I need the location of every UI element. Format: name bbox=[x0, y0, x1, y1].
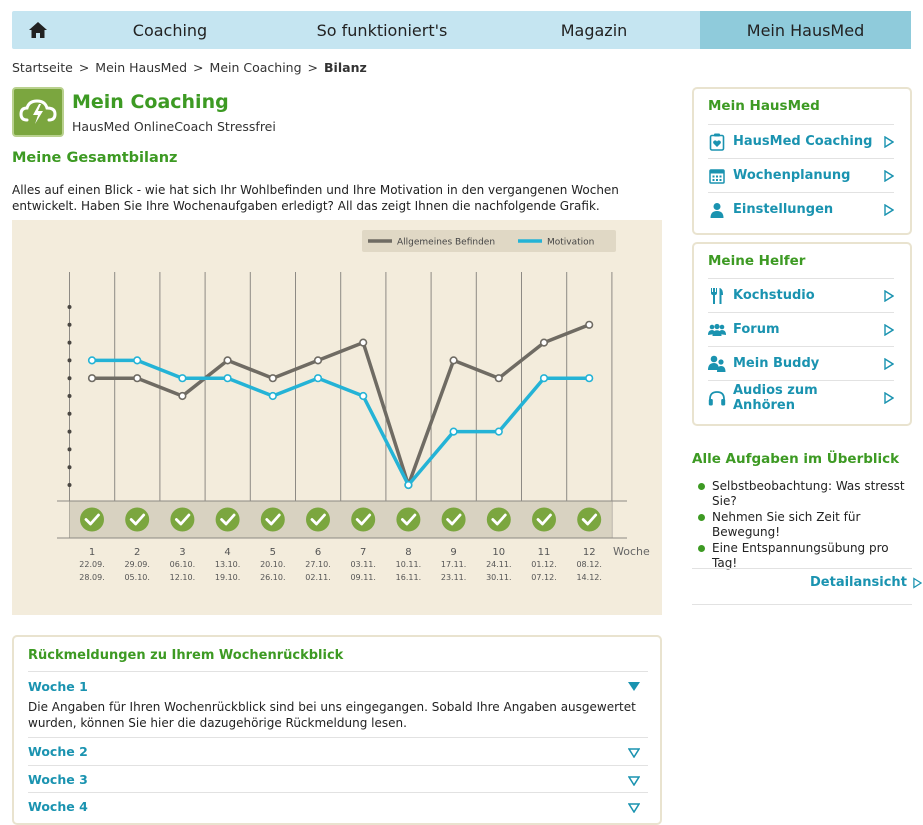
check-circle bbox=[351, 508, 375, 532]
x-tick-label: 10 bbox=[492, 547, 506, 558]
data-point bbox=[134, 357, 141, 364]
calendar-icon bbox=[708, 167, 726, 185]
check-circle bbox=[532, 508, 556, 532]
y-axis-tick bbox=[68, 465, 72, 469]
date-label: 06.10. bbox=[169, 560, 196, 569]
sidebar-item-label: HausMed Coaching bbox=[733, 134, 873, 149]
feedback-week-label: Woche 3 bbox=[28, 772, 88, 787]
date-label: 27.10. bbox=[305, 560, 331, 569]
feedback-week-label: Woche 1 bbox=[28, 679, 88, 694]
date-label: 30.11. bbox=[486, 573, 512, 582]
x-tick-label: 7 bbox=[360, 547, 367, 558]
y-axis-tick bbox=[68, 394, 72, 398]
data-point bbox=[450, 428, 457, 435]
date-label: 01.12. bbox=[531, 560, 557, 569]
task-list bbox=[698, 479, 913, 572]
data-point bbox=[134, 375, 141, 382]
y-axis-tick bbox=[68, 341, 72, 345]
sidebar-box-hausmed bbox=[692, 87, 912, 235]
breadcrumb bbox=[12, 60, 367, 75]
page-title: Mein Coaching bbox=[72, 91, 229, 113]
feedback-week-2-toggle[interactable] bbox=[28, 737, 648, 765]
sidebar-box-title: Meine Helfer bbox=[708, 253, 806, 269]
data-point bbox=[89, 375, 96, 382]
date-label: 26.10. bbox=[260, 573, 286, 582]
detail-link-label: Detailansicht bbox=[810, 575, 907, 590]
x-tick-label: 9 bbox=[450, 547, 457, 558]
date-label: 23.11. bbox=[440, 573, 467, 582]
breadcrumb-separator: > bbox=[78, 60, 90, 75]
arrow-right-icon bbox=[913, 577, 922, 589]
sidebar-item-audios[interactable] bbox=[708, 380, 894, 414]
data-point bbox=[315, 357, 322, 364]
check-circle bbox=[125, 508, 149, 532]
home-icon bbox=[28, 21, 48, 39]
data-point bbox=[270, 375, 277, 382]
x-tick-label: 1 bbox=[88, 547, 96, 558]
breadcrumb-link-mein-coaching[interactable]: Mein Coaching bbox=[209, 60, 302, 75]
data-point bbox=[496, 375, 503, 382]
x-tick-label: 3 bbox=[179, 547, 186, 558]
page-subtitle: HausMed OnlineCoach Stressfrei bbox=[72, 119, 276, 134]
x-tick-label: 4 bbox=[224, 547, 231, 558]
date-label: 07.12. bbox=[531, 573, 557, 582]
check-icon bbox=[306, 508, 330, 532]
x-tick-label: 5 bbox=[269, 547, 276, 558]
data-point bbox=[450, 357, 457, 364]
y-axis-tick bbox=[68, 430, 72, 434]
breadcrumb-separator: > bbox=[307, 60, 319, 75]
date-label: 14.12. bbox=[576, 573, 602, 582]
legend-label: Allgemeines Befinden bbox=[397, 237, 496, 248]
data-point bbox=[496, 428, 503, 435]
y-axis-tick bbox=[68, 376, 72, 380]
data-point bbox=[405, 482, 412, 489]
x-tick-label: 11 bbox=[537, 547, 551, 558]
buddy-icon bbox=[708, 355, 726, 373]
arrow-right-icon bbox=[884, 358, 894, 370]
date-label: 12.10. bbox=[169, 573, 196, 582]
date-label: 19.10. bbox=[214, 573, 241, 582]
check-icon bbox=[125, 508, 149, 532]
check-icon bbox=[396, 508, 420, 532]
tasks-title: Alle Aufgaben im Überblick bbox=[692, 451, 900, 467]
check-icon bbox=[216, 508, 240, 532]
y-axis-tick bbox=[68, 412, 72, 416]
bullet-icon bbox=[698, 514, 705, 521]
x-axis-label: Woche bbox=[613, 545, 650, 558]
data-point bbox=[315, 375, 322, 382]
date-label: 28.09. bbox=[79, 573, 105, 582]
sidebar-item-kochstudio[interactable] bbox=[708, 278, 894, 312]
breadcrumb-link-startseite[interactable]: Startseite bbox=[12, 60, 73, 75]
feedback-week-label: Woche 2 bbox=[28, 744, 88, 759]
sidebar-item-label: Einstellungen bbox=[733, 202, 834, 217]
section-title: Meine Gesamtbilanz bbox=[12, 150, 178, 166]
coaching-logo bbox=[12, 87, 64, 137]
y-axis-tick bbox=[68, 323, 72, 327]
clipboard-heart-icon bbox=[708, 133, 726, 151]
data-point bbox=[360, 339, 367, 346]
headphones-icon bbox=[708, 389, 726, 407]
y-axis-tick bbox=[68, 483, 72, 487]
y-axis-tick bbox=[68, 305, 72, 309]
x-tick-label: 12 bbox=[582, 547, 596, 558]
data-point bbox=[224, 357, 231, 364]
feedback-week-4-toggle[interactable] bbox=[28, 792, 648, 819]
data-point bbox=[270, 393, 277, 400]
check-icon bbox=[442, 508, 466, 532]
data-point bbox=[541, 339, 548, 346]
date-label: 24.11. bbox=[486, 560, 512, 569]
check-circle bbox=[577, 508, 601, 532]
cloud-lightning-icon bbox=[14, 89, 62, 135]
arrow-right-icon bbox=[884, 136, 894, 148]
check-circle bbox=[306, 508, 330, 532]
bullet-icon bbox=[698, 483, 705, 490]
date-label: 10.11. bbox=[395, 560, 422, 569]
arrow-right-icon bbox=[884, 324, 894, 336]
sidebar-item-label: Kochstudio bbox=[733, 288, 815, 303]
arrow-right-icon bbox=[884, 392, 894, 404]
sidebar-item-einstellungen[interactable] bbox=[708, 192, 894, 226]
task-text: Nehmen Sie sich Zeit für Bewegung! bbox=[712, 510, 861, 539]
section-intro: Alles auf einen Blick - wie hat sich Ihr Wohlbefinden und Ihre Motivation in den vergangenen Wochen entwickelt. Haben Sie Ihre Wochenaufgaben erledigt? All das zeigt Ihnen die nachfolgende Grafik. bbox=[12, 183, 619, 213]
check-icon bbox=[577, 508, 601, 532]
check-circle bbox=[80, 508, 104, 532]
divider bbox=[692, 604, 912, 605]
sidebar-item-hausmed-coaching[interactable] bbox=[708, 124, 894, 158]
balance-chart bbox=[12, 220, 662, 615]
feedback-week-label: Woche 4 bbox=[28, 799, 88, 814]
person-icon bbox=[708, 201, 726, 219]
date-label: 05.10. bbox=[124, 573, 150, 582]
arrow-right-icon bbox=[884, 170, 894, 182]
date-label: 17.11. bbox=[440, 560, 467, 569]
task-item bbox=[698, 479, 913, 509]
date-label: 16.11. bbox=[395, 573, 422, 582]
triangle-down-filled-icon bbox=[628, 682, 640, 692]
task-item bbox=[698, 541, 913, 571]
feedback-title: Rückmeldungen zu Ihrem Wochenrückblick bbox=[28, 648, 344, 663]
date-label: 08.12. bbox=[576, 560, 602, 569]
sidebar-item-label: Forum bbox=[733, 322, 780, 337]
nav-coaching[interactable]: Coaching bbox=[132, 20, 208, 40]
group-icon bbox=[708, 321, 726, 339]
x-tick-label: 8 bbox=[405, 547, 412, 558]
check-circle bbox=[170, 508, 194, 532]
triangle-down-icon bbox=[628, 748, 640, 758]
check-circle bbox=[396, 508, 420, 532]
data-point bbox=[541, 375, 548, 382]
divider bbox=[692, 568, 912, 569]
home-button[interactable] bbox=[12, 11, 64, 49]
data-point bbox=[586, 375, 593, 382]
check-icon bbox=[261, 508, 285, 532]
feedback-week-3-toggle[interactable] bbox=[28, 765, 648, 792]
nav-magazin[interactable]: Magazin bbox=[560, 20, 628, 40]
task-text: Eine Entspannungsübung pro Tag! bbox=[712, 541, 889, 570]
nav-mein-hausmed[interactable]: Mein HausMed bbox=[700, 11, 911, 49]
check-circle bbox=[487, 508, 511, 532]
bullet-icon bbox=[698, 545, 705, 552]
check-circle bbox=[261, 508, 285, 532]
task-text: Selbstbeobachtung: Was stresst Sie? bbox=[712, 479, 905, 508]
detail-link[interactable] bbox=[810, 575, 922, 590]
data-point bbox=[360, 393, 367, 400]
sidebar-item-label: Wochenplanung bbox=[733, 168, 851, 183]
legend-label: Motivation bbox=[547, 237, 595, 248]
date-label: 20.10. bbox=[260, 560, 286, 569]
chart-svg bbox=[12, 220, 662, 615]
triangle-down-icon bbox=[628, 803, 640, 813]
y-axis-tick bbox=[68, 447, 72, 451]
data-point bbox=[586, 322, 593, 329]
feedback-week-1-text: Die Angaben für Ihren Wochenrückblick sind bei uns eingegangen. Sobald Ihre Angaben ausgewertet wurden, können Sie hier die dazugehörige Rückmeldung lesen. bbox=[28, 700, 636, 730]
arrow-right-icon bbox=[884, 204, 894, 216]
check-icon bbox=[487, 508, 511, 532]
feedback-panel bbox=[12, 635, 662, 825]
task-item bbox=[698, 510, 913, 540]
feedback-week-1-toggle[interactable] bbox=[28, 671, 648, 702]
breadcrumb-separator: > bbox=[193, 60, 204, 75]
data-point bbox=[89, 357, 96, 364]
data-point bbox=[224, 375, 231, 382]
main-nav bbox=[12, 11, 911, 49]
date-label: 13.10. bbox=[214, 560, 241, 569]
nav-so-funktionierts[interactable]: So funktioniert's bbox=[316, 20, 448, 40]
check-icon bbox=[532, 508, 556, 532]
check-circle bbox=[442, 508, 466, 532]
sidebar-item-mein-buddy[interactable] bbox=[708, 346, 894, 380]
check-circle bbox=[216, 508, 240, 532]
date-label: 02.11. bbox=[305, 573, 331, 582]
breadcrumb-link-mein-hausmed[interactable]: Mein HausMed bbox=[95, 60, 188, 75]
check-icon bbox=[80, 508, 104, 532]
fork-knife-icon bbox=[708, 287, 726, 305]
check-icon bbox=[170, 508, 194, 532]
date-label: 03.11. bbox=[350, 560, 376, 569]
date-label: 09.11. bbox=[350, 573, 376, 582]
task-band bbox=[70, 501, 612, 538]
data-point bbox=[179, 375, 186, 382]
arrow-right-icon bbox=[884, 290, 894, 302]
sidebar-box-title: Mein HausMed bbox=[708, 98, 820, 114]
breadcrumb-current: Bilanz bbox=[324, 60, 367, 75]
triangle-down-icon bbox=[628, 776, 640, 786]
x-tick-label: 2 bbox=[134, 547, 141, 558]
sidebar-item-label: Mein Buddy bbox=[733, 356, 820, 371]
sidebar-item-label: Audios zum Anhören bbox=[733, 382, 818, 413]
y-axis-tick bbox=[68, 358, 72, 362]
check-icon bbox=[351, 508, 375, 532]
date-label: 22.09. bbox=[79, 560, 105, 569]
x-tick-label: 6 bbox=[314, 547, 322, 558]
sidebar-item-wochenplanung[interactable] bbox=[708, 158, 894, 192]
sidebar-item-forum[interactable] bbox=[708, 312, 894, 346]
data-point bbox=[179, 393, 186, 400]
sidebar-box-helfer bbox=[692, 242, 912, 426]
date-label: 29.09. bbox=[124, 560, 150, 569]
